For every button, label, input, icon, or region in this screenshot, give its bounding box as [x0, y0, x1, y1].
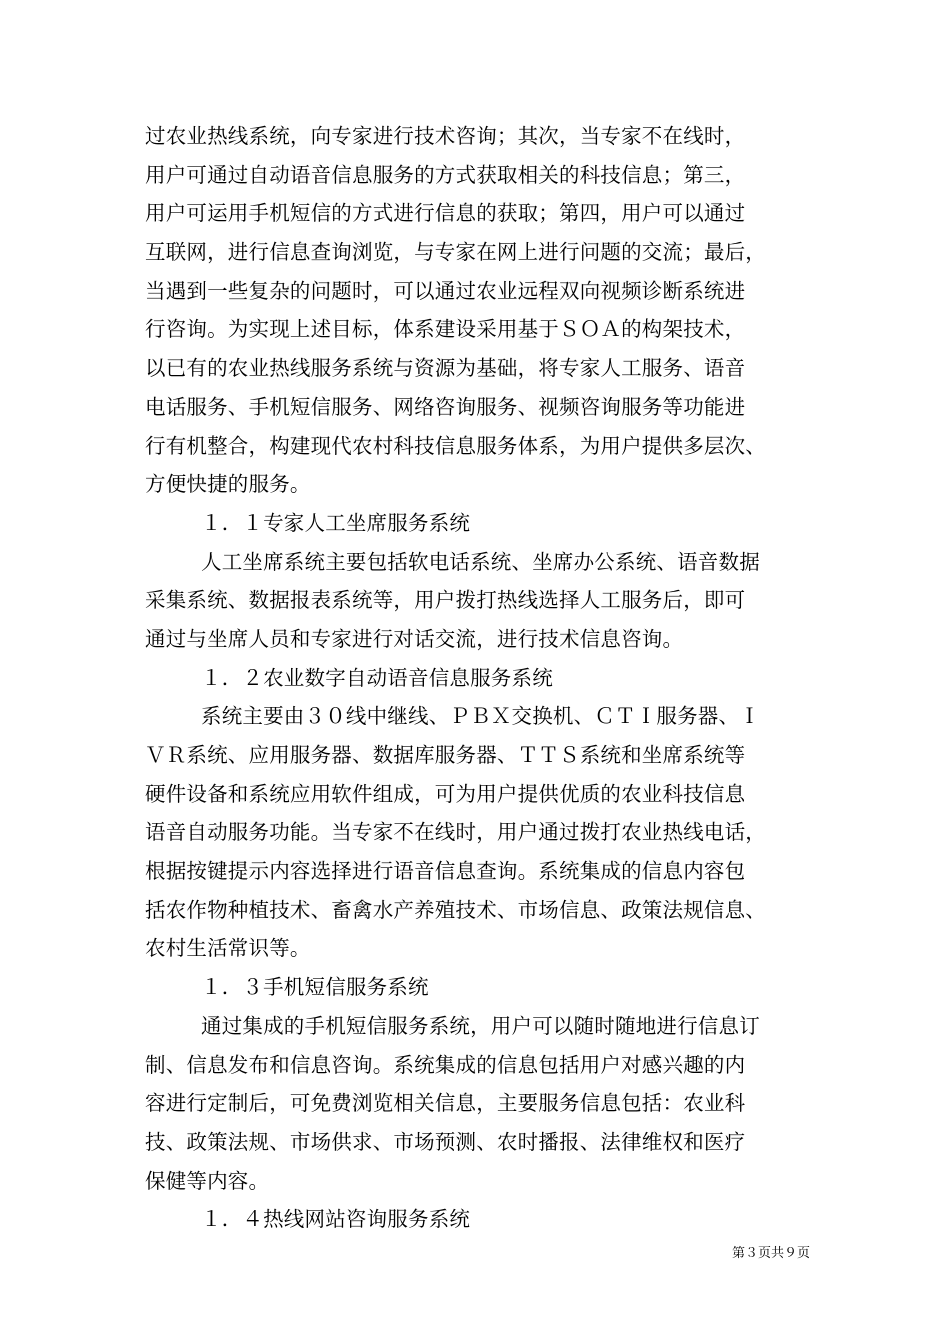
page-number-footer: 第３页共９页	[731, 1246, 810, 1261]
text-line: 保健等内容。	[145, 1168, 270, 1193]
text-line: 技、政策法规、市场供求、市场预测、农时播报、法律维权和医疗	[145, 1129, 746, 1154]
text-line: 电话服务、手机短信服务、网络咨询服务、视频咨询服务等功能进	[145, 394, 746, 419]
text-line: 括农作物种植技术、畜禽水产养殖技术、市场信息、政策法规信息、	[145, 897, 766, 922]
text-line: 农村生活常识等。	[145, 936, 311, 961]
document-body	[145, 117, 810, 1239]
text-line: 采集系统、数据报表系统等，用户拨打热线选择人工服务后，即可	[145, 588, 746, 613]
text-line: 语音自动服务功能。当专家不在线时，用户通过拨打农业热线电话，	[145, 820, 766, 845]
text-line: 当遇到一些复杂的问题时，可以通过农业远程双向视频诊断系统进	[145, 278, 746, 303]
section-heading-1-1: １．１专家人工坐席服务系统	[201, 510, 471, 535]
text-line: 用户可运用手机短信的方式进行信息的获取；第四，用户可以通过	[145, 201, 746, 226]
paragraph-first-line: 人工坐席系统主要包括软电话系统、坐席办公系统、语音数据	[201, 549, 760, 574]
section-heading-1-4: １．４热线网站咨询服务系统	[201, 1207, 471, 1232]
paragraph-first-line: 通过集成的手机短信服务系统，用户可以随时随地进行信息订	[201, 1013, 760, 1038]
text-line: 互联网，进行信息查询浏览，与专家在网上进行问题的交流；最后，	[145, 240, 766, 265]
text-line: 根据按键提示内容选择进行语音信息查询。系统集成的信息内容包	[145, 859, 746, 884]
text-line: 过农业热线系统，向专家进行技术咨询；其次，当专家不在线时，	[145, 124, 746, 148]
text-line: 容进行定制后，可免费浏览相关信息，主要服务信息包括：农业科	[145, 1091, 746, 1116]
text-line: 制、信息发布和信息咨询。系统集成的信息包括用户对感兴趣的内	[145, 1052, 746, 1077]
paragraph-first-line: 系统主要由３０线中继线、ＰＢＸ交换机、ＣＴＩ服务器、Ｉ	[201, 704, 760, 729]
text-line: 硬件设备和系统应用软件组成，可为用户提供优质的农业科技信息	[145, 781, 746, 806]
text-line: 行有机整合，构建现代农村科技信息服务体系，为用户提供多层次、	[145, 433, 766, 458]
text-line: 以已有的农业热线服务系统与资源为基础，将专家人工服务、语音	[145, 356, 746, 381]
section-heading-1-2: １．２农业数字自动语音信息服务系统	[201, 665, 553, 690]
text-line: 行咨询。为实现上述目标，体系建设采用基于ＳＯＡ的构架技术，	[145, 317, 746, 342]
text-line: 通过与坐席人员和专家进行对话交流，进行技术信息咨询。	[145, 626, 684, 651]
text-line: ＶＲ系统、应用服务器、数据库服务器、ＴＴＳ系统和坐席系统等	[145, 743, 746, 767]
section-heading-1-3: １．３手机短信服务系统	[201, 975, 429, 1000]
text-line: 方便快捷的服务。	[145, 472, 311, 497]
text-line: 用户可通过自动语音信息服务的方式获取相关的科技信息；第三，	[145, 162, 746, 187]
